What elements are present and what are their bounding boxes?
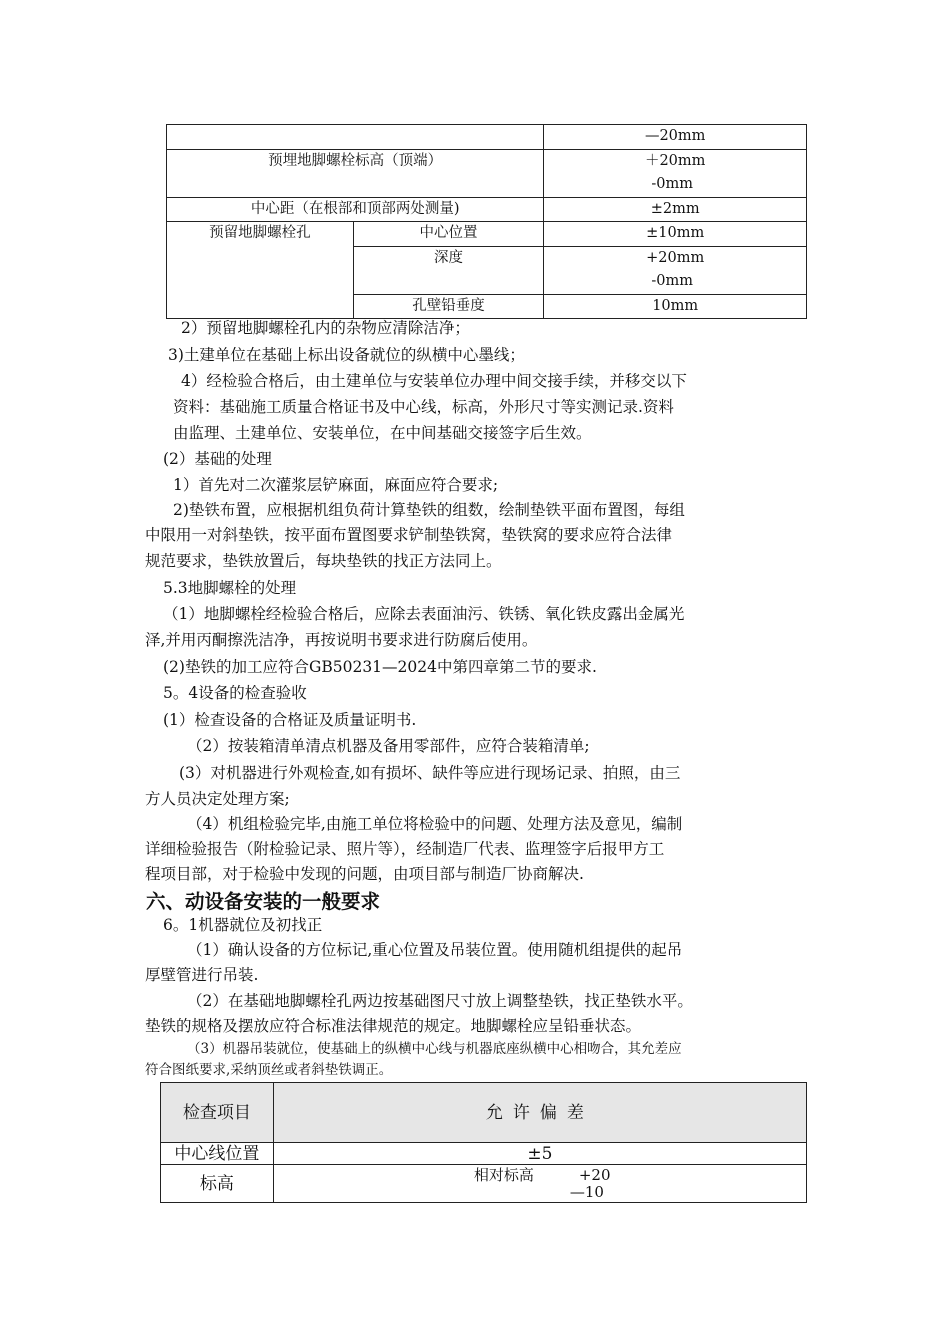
table-cell: 中心线位置 (161, 1143, 274, 1165)
table-cell: ±5 (273, 1143, 806, 1165)
paragraph: 4）经检验合格后，由土建单位与安装单位办理中间交接手续，并移交以下 (181, 372, 687, 390)
tolerance-minus: —10 (569, 1182, 604, 1201)
relative-elevation-label: 相对标高 (473, 1165, 534, 1184)
paragraph: （1）确认设备的方位标记,重心位置及吊装位置。使用随机组提供的起吊 (187, 941, 683, 959)
table-cell: 10mm (544, 294, 807, 319)
chapter-heading: 六、动设备安装的一般要求 (146, 890, 381, 913)
tolerance-plus: +20 (578, 1165, 611, 1184)
section-title: 5.3地脚螺栓的处理 (163, 579, 297, 597)
tolerance-plus: +20mm (646, 249, 705, 266)
paragraph: 泽,并用丙酮擦洗洁净，再按说明书要求进行防腐后使用。 (145, 631, 538, 649)
paragraph: 详细检验报告（附检验记录、照片等），经制造厂代表、监理签字后报甲方工 (145, 840, 665, 858)
table-cell (167, 125, 544, 150)
paragraph: (3）对机器进行外观检查,如有损坏、缺件等应进行现场记录、拍照，由三 (179, 764, 681, 782)
tolerance-table-1 (166, 124, 807, 319)
table-cell: 标高 (161, 1165, 274, 1203)
paragraph: 符合图纸要求,采纳顶丝或者斜垫铁调正。 (145, 1062, 393, 1078)
paragraph: 2)垫铁布置，应根据机组负荷计算垫铁的组数，绘制垫铁平面布置图，每组 (173, 501, 685, 519)
paragraph: 垫铁的规格及摆放应符合标准法律规范的规定。地脚螺栓应呈铅垂状态。 (145, 1017, 642, 1035)
table-cell (273, 1165, 806, 1203)
paragraph: （2）按装箱清单清点机器及备用零部件，应符合装箱清单; (187, 737, 590, 755)
paragraph: (2）基础的处理 (163, 450, 272, 468)
paragraph: 由监理、土建单位、安装单位，在中间基础交接签字后生效。 (173, 424, 592, 442)
paragraph: 2）预留地脚螺栓孔内的杂物应清除洁净； (181, 319, 470, 337)
tolerance-plus: ＋20mm (644, 152, 706, 169)
paragraph: 资料：基础施工质量合格证书及中心线，标高，外形尺寸等实测记录.资料 (173, 398, 674, 416)
section-title: 6。1机器就位及初找正 (163, 916, 323, 934)
table-cell (544, 149, 807, 197)
paragraph: （3）机器吊装就位，使基础上的纵横中心线与机器底座纵横中心相吻合，其允差应 (187, 1041, 682, 1057)
table-cell: ±10mm (544, 222, 807, 247)
paragraph: 程项目部，对于检验中发现的问题，由项目部与制造厂协商解决. (145, 865, 584, 883)
paragraph: 方人员决定处理方案; (145, 790, 290, 808)
paragraph: 1）首先对二次灌浆层铲麻面，麻面应符合要求; (173, 476, 499, 494)
paragraph: （4）机组检验完毕,由施工单位将检验中的问题、处理方法及意见，编制 (187, 815, 683, 833)
section-title: 5。4设备的检查验收 (163, 684, 307, 702)
table-cell: ±2mm (544, 197, 807, 222)
paragraph: 厚壁管进行吊装. (145, 966, 259, 984)
tolerance-minus: -0mm (651, 176, 693, 192)
paragraph: 规范要求，垫铁放置后，每块垫铁的找正方法同上。 (145, 552, 502, 570)
paragraph: (2)垫铁的加工应符合GB50231—2024中第四章第二节的要求. (163, 658, 597, 676)
paragraph: 3)土建单位在基础上标出设备就位的纵横中心墨线； (168, 346, 525, 364)
table-header-cell: 检查项目 (161, 1083, 274, 1143)
table-cell (544, 246, 807, 294)
header-text: 允许偏差 (485, 1102, 594, 1123)
table-cell: 中心位置 (353, 222, 544, 247)
table-header-cell (273, 1083, 806, 1143)
table-cell-group: 预留地脚螺栓孔 (167, 222, 354, 319)
table-cell: 预埋地脚螺栓标高（顶端） (167, 149, 544, 197)
paragraph: （2）在基础地脚螺栓孔两边按基础图尺寸放上调整垫铁，找正垫铁水平。 (187, 992, 693, 1010)
table-cell: —20mm (544, 125, 807, 150)
table-cell: 深度 (353, 246, 544, 294)
paragraph: (1）检查设备的合格证及质量证明书. (163, 711, 417, 729)
table-cell: 中心距（在根部和顶部两处测量) (167, 197, 544, 222)
table-cell: 孔壁铅垂度 (353, 294, 544, 319)
tolerance-table-2 (160, 1082, 807, 1203)
tolerance-minus: -0mm (651, 273, 693, 289)
paragraph: （1）地脚螺栓经检验合格后，应除去表面油污、铁锈、氧化铁皮露出金属光 (163, 605, 685, 623)
paragraph: 中限用一对斜垫铁，按平面布置图要求铲制垫铁窝，垫铁窝的要求应符合法律 (145, 526, 673, 544)
